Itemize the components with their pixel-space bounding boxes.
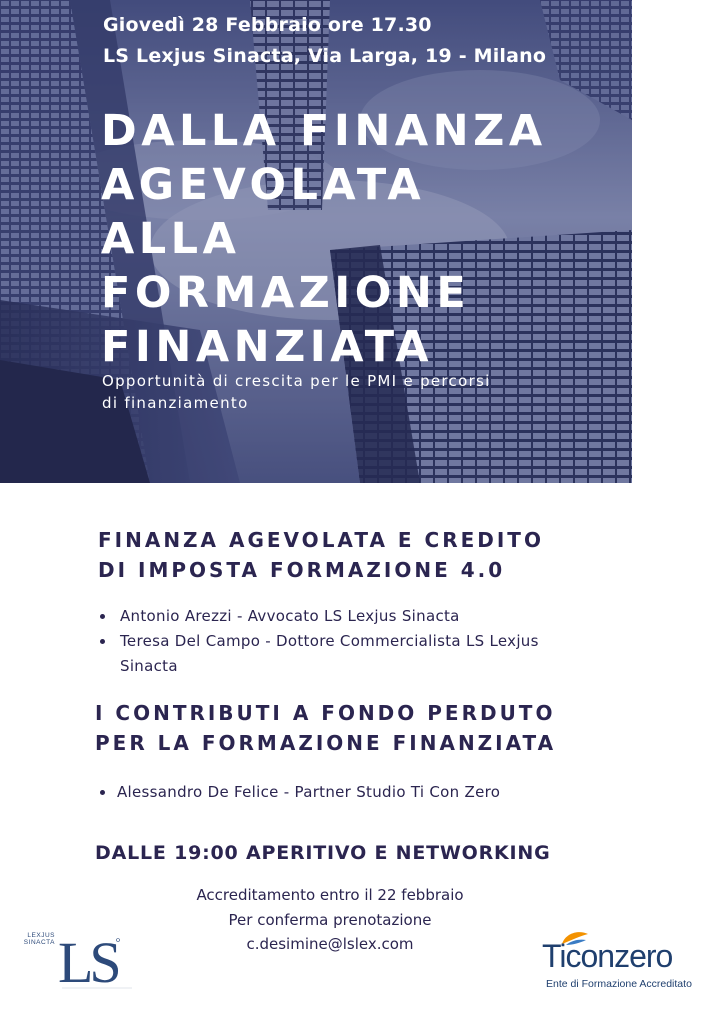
- section-heading-contributi: [95, 698, 556, 758]
- section-heading-line: DI IMPOSTA FORMAZIONE 4.0: [98, 558, 506, 582]
- speaker-list-finanza: [120, 604, 560, 679]
- svg-text:LS: LS: [58, 930, 118, 995]
- subtitle: [102, 370, 582, 414]
- event-venue: LS Lexjus Sinacta, Via Larga, 19 - Milano: [103, 45, 547, 67]
- ticonzero-tagline: Ente di Formazione Accreditato: [546, 978, 692, 990]
- accreditation-deadline: Accreditamento entro il 22 febbraio: [196, 886, 464, 904]
- main-title-line: FORMAZIONE: [101, 268, 471, 318]
- main-title-line: FINANZIATA: [101, 322, 434, 372]
- section-heading-line: I CONTRIBUTI A FONDO PERDUTO: [95, 701, 556, 725]
- hero-banner: [0, 0, 632, 483]
- main-title: [101, 104, 621, 374]
- speaker-item: Alessandro De Felice - Partner Studio Ti Con Zero: [117, 780, 577, 805]
- main-title-line: DALLA FINANZA: [101, 106, 547, 156]
- ticonzero-logo: [538, 926, 713, 996]
- booking-confirmation-label: Per conferma prenotazione: [228, 910, 432, 929]
- ticonzero-wordmark: Ticonzero: [542, 938, 673, 974]
- event-date-time: Giovedì 28 Febbraio ore 17.30: [103, 14, 432, 36]
- speaker-item: Antonio Arezzi - Avvocato LS Lexjus Sinacta: [120, 604, 560, 629]
- section-heading-line: PER LA FORMAZIONE FINANZIATA: [95, 731, 557, 755]
- ls-logo-small-text: LEXJUS SINACTA: [23, 932, 55, 946]
- section-heading-line: FINANZA AGEVOLATA E CREDITO: [98, 528, 544, 552]
- ls-lexjus-sinacta-logo: [22, 928, 152, 998]
- section-heading-finanza: [98, 525, 544, 585]
- main-title-line: ALLA: [101, 214, 241, 264]
- subtitle-line: di finanziamento: [102, 394, 249, 412]
- speaker-list-contributi: [117, 780, 577, 805]
- subtitle-line: Opportunità di crescita per le PMI e percorsi: [102, 372, 491, 390]
- ls-monogram-icon: [22, 928, 152, 998]
- contact-info: [150, 883, 510, 957]
- speaker-item: Teresa Del Campo - Dottore Commercialista LS Lexjus Sinacta: [120, 629, 560, 679]
- main-title-line: AGEVOLATA: [101, 160, 426, 210]
- networking-banner: DALLE 19:00 APERITIVO E NETWORKING: [95, 842, 551, 864]
- contact-email-link[interactable]: c.desimine@lslex.com: [246, 935, 414, 953]
